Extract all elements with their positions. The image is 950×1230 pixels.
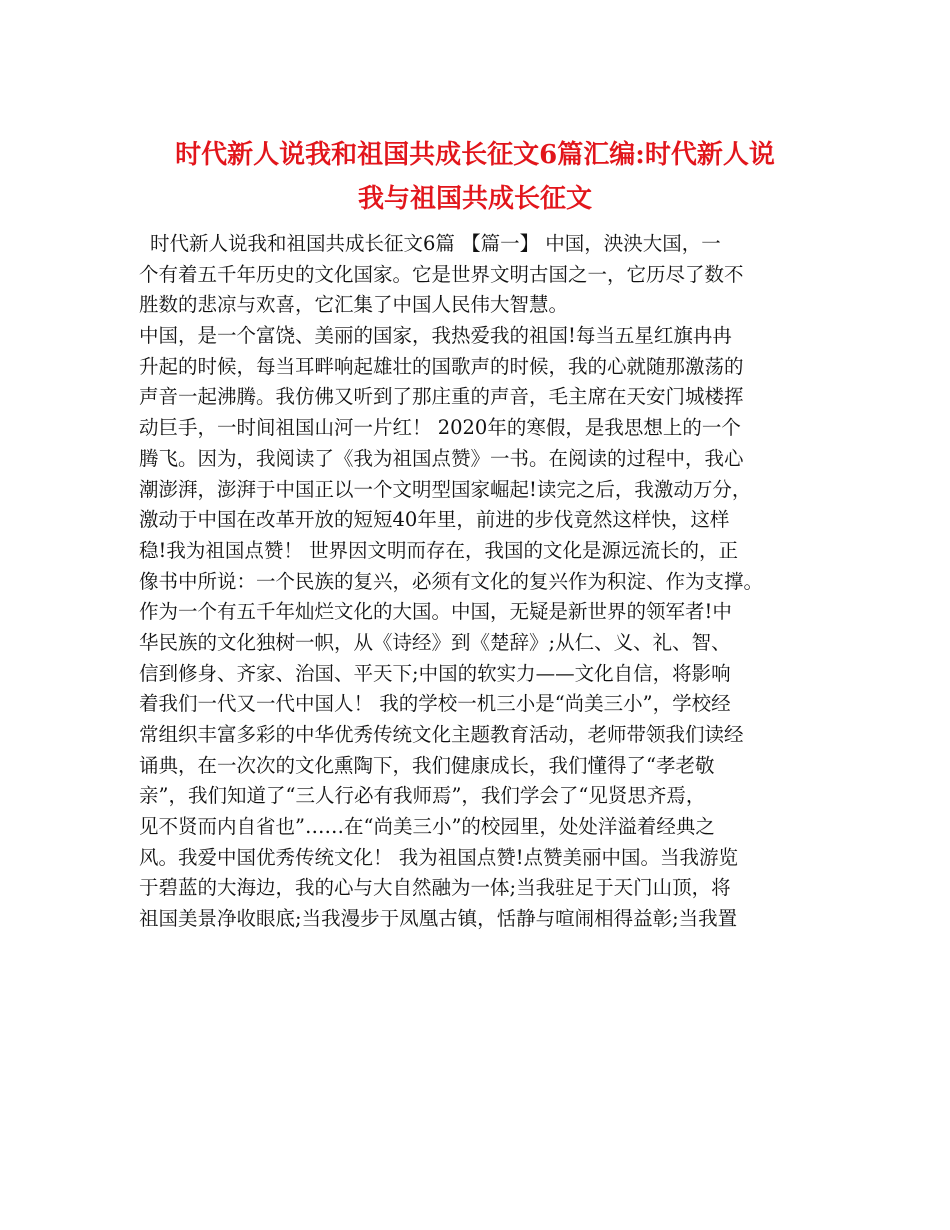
body-line: 升起的时候，每当耳畔响起雄壮的国歌声的时候，我的心就随那激荡的 — [139, 354, 744, 378]
body-line: 个有着五千年历史的文化国家。它是世界文明古国之一，它历尽了数不 — [139, 262, 744, 286]
title-line-2: 我与祖国共成长征文 — [357, 184, 592, 214]
body-line: 胜数的悲凉与欢喜，它汇集了中国人民伟大智慧。 — [139, 293, 569, 317]
body-line: 潮澎湃，澎湃于中国正以一个文明型国家崛起!读完之后，我激动万分， — [139, 477, 752, 501]
body-line: 华民族的文化独树一帜，从《诗经》到《楚辞》;从仁、义、礼、智、 — [139, 630, 731, 654]
body-line: 见不贤而内自省也”……在“尚美三小”的校园里，处处洋溢着经典之 — [139, 815, 715, 839]
body-line: 信到修身、齐家、治国、平天下;中国的软实力——文化自信，将影响 — [139, 661, 731, 685]
body-line: 祖国美景净收眼底;当我漫步于凤凰古镇，恬静与喧闹相得益彰;当我置 — [139, 907, 738, 931]
body-line: 中国，是一个富饶、美丽的国家，我热爱我的祖国!每当五星红旗冉冉 — [139, 324, 732, 348]
body-line: 声音一起沸腾。我仿佛又听到了那庄重的声音，毛主席在天安门城楼挥 — [139, 385, 744, 409]
body-line: 作为一个有五千年灿烂文化的大国。中国，无疑是新世界的领军者!中 — [139, 600, 732, 624]
body-line: 稳!我为祖国点赞！ 世界因文明而存在，我国的文化是源远流长的，正 — [139, 538, 739, 562]
body-line: 着我们一代又一代中国人！ 我的学校一机三小是“尚美三小”，学校经 — [139, 692, 731, 716]
body-line: 风。我爱中国优秀传统文化！ 我为祖国点赞!点赞美丽中国。当我游览 — [139, 845, 739, 869]
body-line: 腾飞。因为，我阅读了《我为祖国点赞》一书。在阅读的过程中，我心 — [139, 446, 744, 470]
body-line: 像书中所说：一个民族的复兴，必须有文化的复兴作为积淀、作为支撑。 — [139, 569, 764, 593]
body-line: 常组织丰富多彩的中华优秀传统文化主题教育活动，老师带领我们读经 — [139, 723, 744, 746]
document-title — [100, 133, 850, 221]
body-line: 亲”，我们知道了“三人行必有我师焉”，我们学会了“见贤思齐焉， — [139, 784, 706, 808]
title-line-1: 时代新人说我和祖国共成长征文6篇汇编:时代新人说 — [175, 140, 775, 170]
body-line: 于碧蓝的大海边，我的心与大自然融为一体;当我驻足于天门山顶，将 — [139, 876, 731, 900]
body-line: 诵典，在一次次的文化熏陶下，我们健康成长，我们懂得了“孝老敬 — [139, 753, 715, 777]
document-body — [139, 229, 819, 935]
body-line: 激动于中国在改革开放的短短40年里，前进的步伐竟然这样快，这样 — [139, 508, 730, 532]
body-line: 动巨手，一时间祖国山河一片红！ 2020年的寒假，是我思想上的一个 — [139, 416, 741, 440]
body-line: 时代新人说我和祖国共成长征文6篇 【篇一】 中国，泱泱大国，一 — [150, 232, 721, 255]
